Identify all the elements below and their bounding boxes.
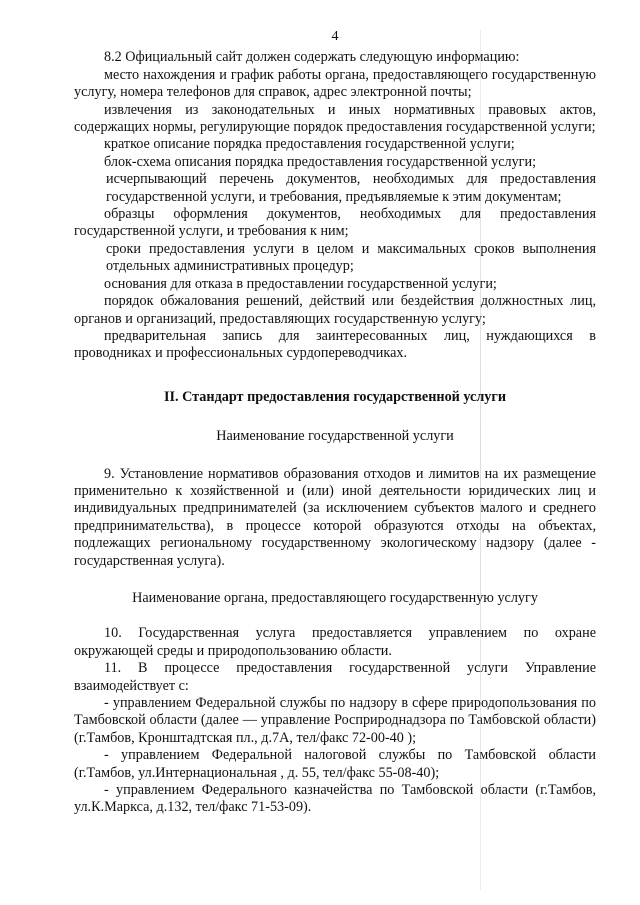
scan-fold-line — [480, 30, 481, 890]
list-item-documents: исчерпывающий перечень документов, необходимых для предоставления государственной услуги, и требования, предъявляемые к этим документам; — [106, 171, 596, 205]
list-item-location: место нахождения и график работы органа, предоставляющего государственную услугу, номера телефонов для справок, адрес электронной почты; — [74, 66, 596, 101]
list-item-refusal-grounds: основания для отказа в предоставлении государственной услуги; — [104, 275, 497, 292]
paragraph-10: 10. Государственная услуга предоставляется управлением по охране окружающей среды и природопользованию области. — [74, 625, 596, 659]
paragraph-9: 9. Установление нормативов образования отходов и лимитов на их размещение применительно к хозяйственной и (или) иной деятельности юридических лиц и индивидуальных предпринимателей (за исключением субъектов малого и среднего предпринимательства), в процессе которой образуются отходы на объектах, подлежащих региональному государственному экологическому надзору (далее - государственная услуга). — [74, 465, 596, 569]
paragraph-11: 11. В процессе предоставления государственной услуги Управление взаимодействует с: — [74, 660, 596, 694]
interaction-item-tax-service: - управлением Федеральной налоговой службы по Тамбовской области (г.Тамбов, ул.Интернациональная , д. 55, тел/факс 55-08-40); — [74, 747, 596, 781]
page-number: 4 — [331, 29, 339, 44]
list-item-samples: образцы оформления документов, необходимых для предоставления государственной услуги, и требования к ним; — [74, 206, 596, 240]
interaction-item-rosprirodnadzor: - управлением Федеральной службы по надзору в сфере природопользования по Тамбовской области (далее — управление Росприроднадзора по Тамбовской области) (г.Тамбов, Кронштадтская пл., д.7А, тел/факс 72-00-40 ); — [74, 695, 596, 746]
list-item-appeal: порядок обжалования решений, действий или бездействия должностных лиц, органов и организаций, предоставляющих государственную услугу; — [74, 293, 596, 327]
interaction-item-treasury: - управлением Федерального казначейства по Тамбовской области (г.Тамбов, ул.К.Маркса, д.132, тел/факс 71-53-09). — [74, 782, 596, 816]
list-item-preregistration: предварительная запись для заинтересованных лиц, нуждающихся в проводниках и профессиональных сурдопереводчиках. — [74, 327, 596, 362]
subheading-service-name: Наименование государственной услуги — [216, 428, 454, 445]
list-item-short-description: краткое описание порядка предоставления государственной услуги; — [104, 136, 515, 153]
paragraph-8-2-intro: 8.2 Официальный сайт должен содержать следующую информацию: — [104, 49, 520, 66]
subheading-authority-name: Наименование органа, предоставляющего государственную услугу — [132, 589, 538, 606]
list-item-legal-extracts: извлечения из законодательных и иных нормативных правовых актов, содержащих нормы, регулирующие порядок предоставления государственной услуги; — [74, 101, 596, 136]
list-item-terms: сроки предоставления услуги в целом и максимальных сроков выполнения отдельных административных процедур; — [106, 240, 596, 275]
section-title: II. Стандарт предоставления государственной услуги — [163, 388, 507, 405]
list-item-flowchart: блок-схема описания порядка предоставления государственной услуги; — [104, 153, 537, 170]
